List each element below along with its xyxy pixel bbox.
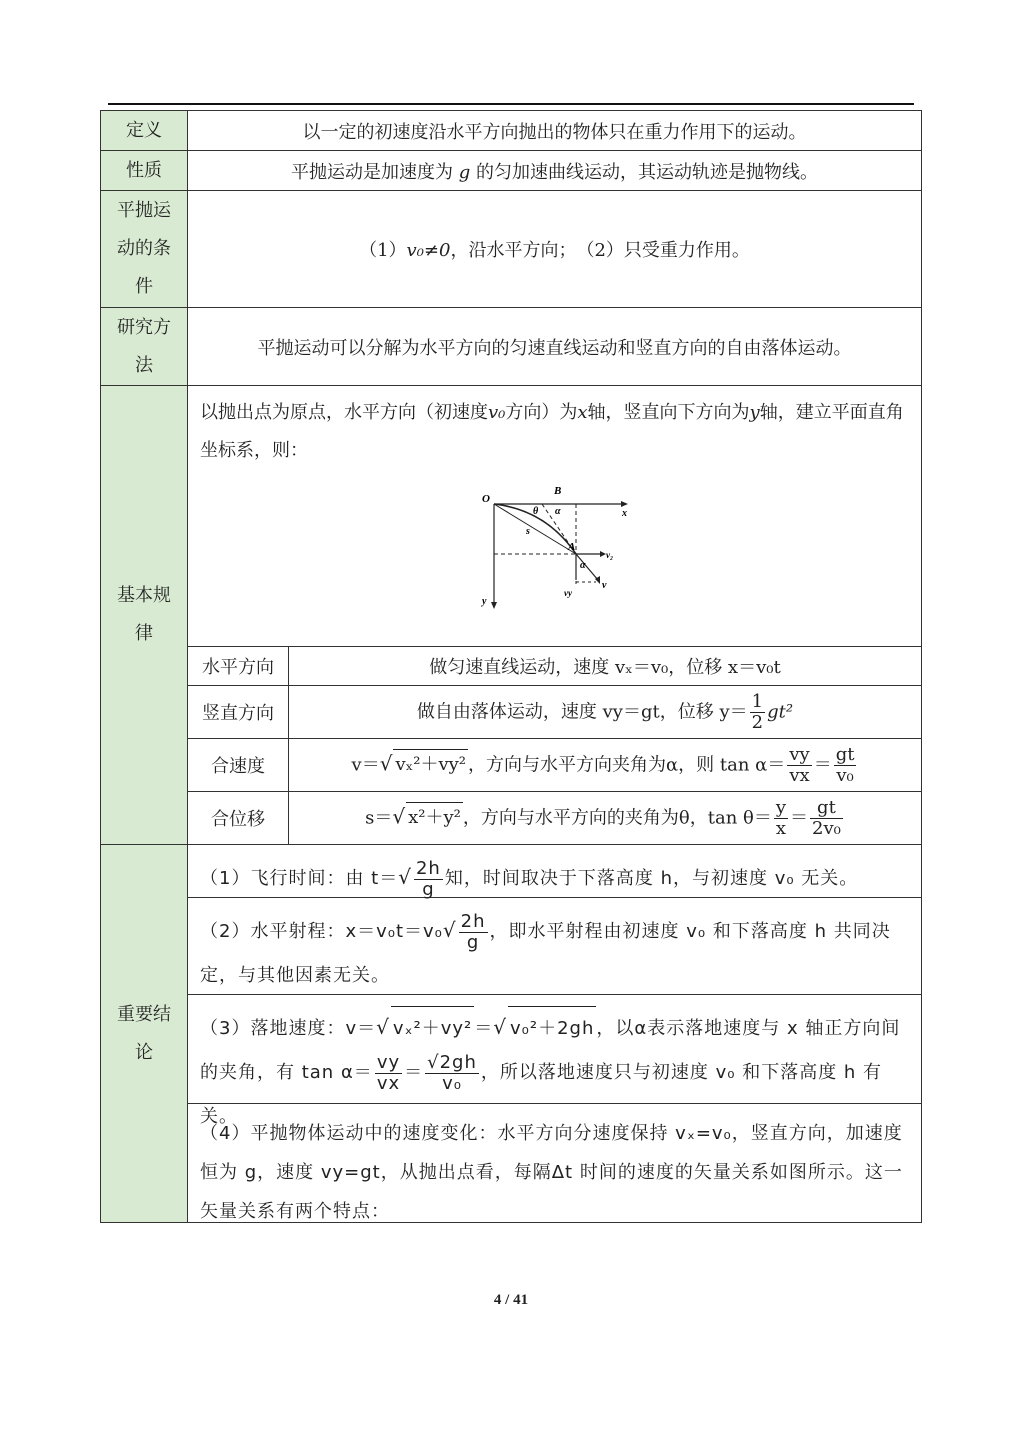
sub-text-vertical: 做自由落体运动，速度 vy＝gt，位移 y＝ $\frac{1}{2}$ gt² bbox=[289, 686, 922, 739]
sub-row-horizontal bbox=[188, 647, 921, 686]
conclusions-cell bbox=[188, 845, 922, 1223]
label-definition: 定义 bbox=[101, 111, 188, 151]
basic-cell bbox=[188, 386, 922, 845]
page-number: 4 / 41 bbox=[493, 1292, 529, 1308]
nature-text: 平抛运动是加速度为 g 的匀加速曲线运动，其运动轨迹是抛物线。 bbox=[188, 151, 922, 191]
row-conclusions bbox=[101, 845, 922, 1223]
sub-label-velocity: 合速度 bbox=[188, 739, 289, 792]
label-conditions: 平抛运动的条件 bbox=[101, 191, 188, 308]
diagram-label-A: A bbox=[567, 541, 575, 553]
diagram-label-alpha: α bbox=[554, 506, 561, 517]
row-basic bbox=[101, 386, 922, 845]
basic-intro: 以抛出点为原点，水平方向（初速度v₀方向）为x轴，竖直向下方向为y轴，建立平面直角坐标系，则： O B x θ α s A v₂ α vy v y bbox=[188, 386, 921, 646]
diagram-label-v2: v₂ bbox=[605, 550, 613, 560]
sub-text-horizontal: 做匀速直线运动，速度 vₓ＝v₀，位移 x＝v₀t bbox=[289, 647, 922, 686]
diagram-label-B: B bbox=[553, 485, 561, 497]
diagram-label-vy: vy bbox=[563, 588, 572, 598]
summary-table bbox=[100, 110, 922, 1223]
label-conclusions: 重要结论 bbox=[101, 845, 188, 1223]
diagram-label-v: v bbox=[601, 580, 606, 591]
label-method: 研究方法 bbox=[101, 308, 188, 386]
label-basic: 基本规律 bbox=[101, 386, 188, 845]
conclusion-1: （1）飞行时间：由 t＝√ $\frac{2h}{g}$ 知，时间取决于下落高度 h，与初速度 v₀ 无关。 bbox=[200, 857, 859, 900]
row-definition bbox=[101, 111, 922, 151]
diagram-label-O: O bbox=[481, 493, 490, 505]
diagram-label-theta: θ bbox=[532, 506, 538, 517]
header-rule bbox=[108, 103, 914, 105]
sub-row-vertical bbox=[188, 686, 921, 739]
diagram-label-x: x bbox=[621, 508, 627, 519]
row-nature bbox=[101, 151, 922, 191]
conditions-text: （1）v₀≠0，沿水平方向； （2）只受重力作用。 bbox=[188, 191, 922, 308]
label-nature: 性质 bbox=[101, 151, 188, 191]
conclusion-2: （2）水平射程：x＝v₀t＝v₀√ $\frac{2h}{g}$ ，即水平射程由初速度 v₀ 和下落高度 h 共同决定，与其他因素无关。 bbox=[188, 897, 921, 994]
diagram-label-alpha2: α bbox=[579, 560, 586, 571]
sub-row-velocity bbox=[188, 739, 921, 792]
sub-text-velocity: v＝√ vₓ²＋vy² ，方向与水平方向夹角为α，则 tan α＝ $\frac{vy}{vx}$ ＝ $\frac{gt}{\text{v₀}}$ bbox=[289, 739, 922, 792]
conclusion-3: （3）落地速度：v＝√ vₓ²＋vy² ＝√ v₀²＋2gh ，以α表示落地速度与 x 轴正方向间的夹角，有 tan α＝ $\frac{vy}{vx}$ ＝ $\frac{√2gh}{\text{v₀}}$ ，所以落地速度只与初速度 v₀ 和下落高度 h 有关。 bbox=[188, 994, 921, 1103]
sub-row-displacement bbox=[188, 792, 921, 845]
diagram-label-s: s bbox=[525, 526, 530, 537]
sub-label-horizontal: 水平方向 bbox=[188, 647, 289, 686]
basic-subtable bbox=[188, 646, 921, 844]
projectile-diagram bbox=[476, 474, 636, 614]
row-method bbox=[101, 308, 922, 386]
sub-label-vertical: 竖直方向 bbox=[188, 686, 289, 739]
diagram-label-y: y bbox=[481, 596, 486, 607]
conclusion-4: （4）平抛物体运动中的速度变化：水平方向分速度保持 vₓ=v₀，竖直方向，加速度恒为 g，速度 vy=gt，从抛出点看，每隔Δt 时间的速度的矢量关系如图所示。这一矢量关系有两个特点： bbox=[188, 1103, 921, 1222]
row-conditions bbox=[101, 191, 922, 308]
sub-label-displacement: 合位移 bbox=[188, 792, 289, 845]
method-text: 平抛运动可以分解为水平方向的匀速直线运动和竖直方向的自由落体运动。 bbox=[188, 308, 922, 386]
sub-text-displacement: s＝√ x²＋y² ，方向与水平方向的夹角为θ，tan θ＝ $\frac{y}{x}$ ＝ $\frac{gt}{\text{2v₀}}$ bbox=[289, 792, 922, 845]
definition-text: 以一定的初速度沿水平方向抛出的物体只在重力作用下的运动。 bbox=[188, 111, 922, 151]
